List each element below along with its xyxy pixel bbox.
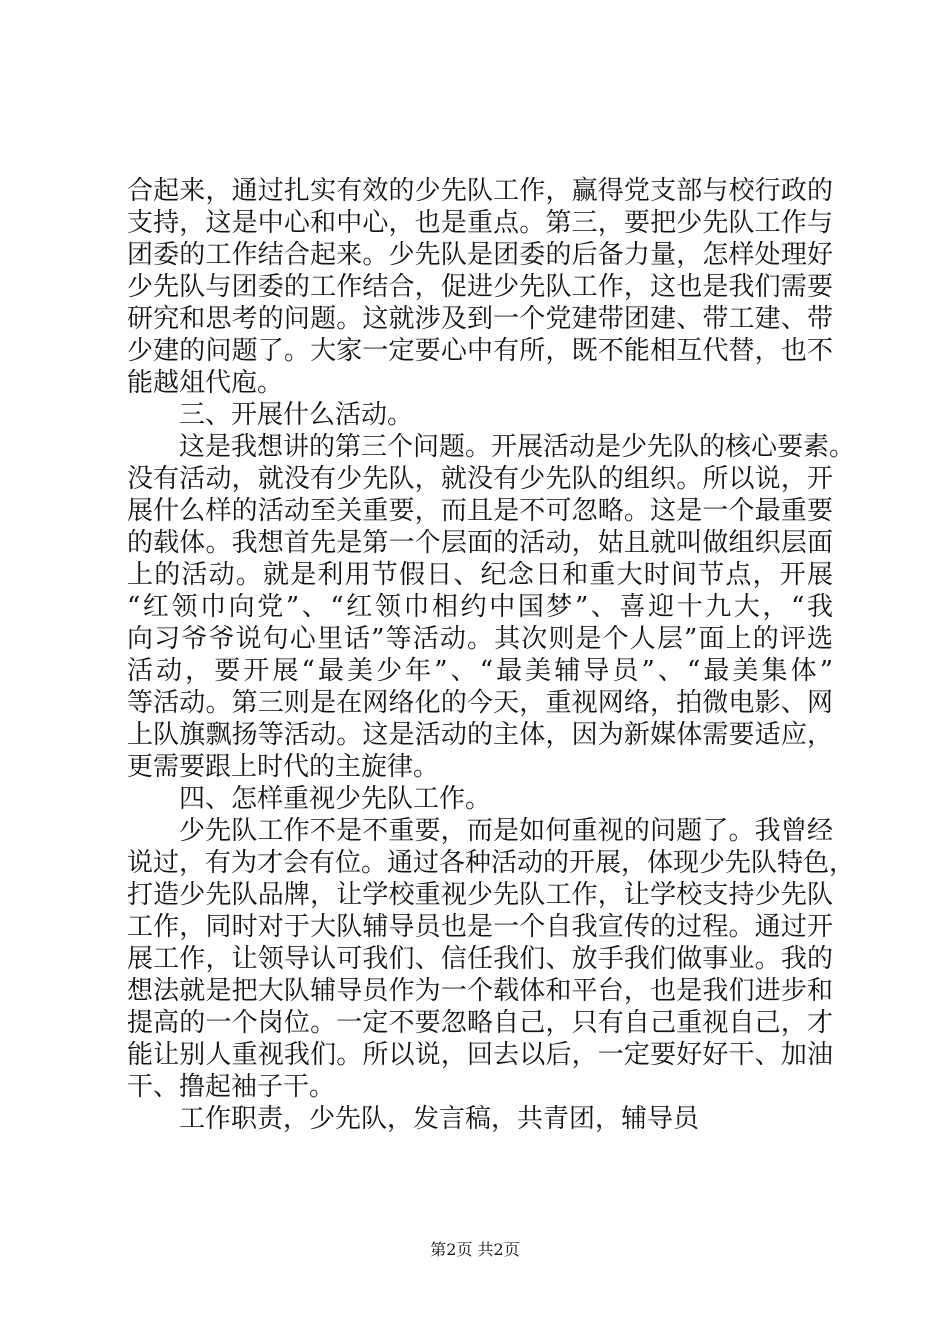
text-line: 少先队与团委的工作结合，促进少先队工作，这也是我们需要 [127,272,833,302]
document-body [127,175,856,1135]
text-line: 团委的工作结合起来。少先队是团委的后备力量，怎样处理好 [127,240,833,270]
section-heading: 四、怎样重视少先队工作。 [179,784,492,814]
text-line: 等活动。第三则是在网络化的今天，重视网络，拍微电影、网 [127,688,833,718]
text-line: 少建的问题了。大家一定要心中有所，既不能相互代替，也不 [127,336,833,366]
text-line: 这是我想讲的第三个问题。开展活动是少先队的核心要素。 [179,432,856,462]
text-line: 打造少先队品牌，让学校重视少先队工作，让学校支持少先队 [127,880,833,910]
text-line: 上队旗飘扬等活动。这是活动的主体，因为新媒体需要适应， [127,720,833,750]
text-line: 活动，要开展“最美少年”、“最美辅导员”、“最美集体” [127,656,833,686]
text-line: 能让别人重视我们。所以说，回去以后，一定要好好干、加油 [127,1040,833,1070]
text-line: 没有活动，就没有少先队，就没有少先队的组织。所以说，开 [127,464,833,494]
page-number-footer: 第2页 共2页 [430,1240,520,1259]
text-line: 更需要跟上时代的主旋律。 [127,752,440,782]
text-line: 上的活动。就是利用节假日、纪念日和重大时间节点，开展 [127,560,833,590]
text-line: “红领巾向党”、“红领巾相约中国梦”、喜迎十九大，“我 [127,592,833,622]
text-line: 说过，有为才会有位。通过各种活动的开展，体现少先队特色， [127,848,856,878]
text-line: 研究和思考的问题。这就涉及到一个党建带团建、带工建、带 [127,304,833,334]
text-line: 展工作，让领导认可我们、信任我们、放手我们做事业。我的 [127,944,833,974]
text-line: 想法就是把大队辅导员作为一个载体和平台，也是我们进步和 [127,976,833,1006]
keywords-line: 工作职责，少先队，发言稿，共青团，辅导员 [179,1104,700,1134]
text-line: 向习爷爷说句心里话”等活动。其次则是个人层”面上的评选 [127,624,833,654]
text-line: 干、撸起袖子干。 [127,1072,336,1102]
text-line: 提高的一个岗位。一定不要忽略自己，只有自己重视自己，才 [127,1008,833,1038]
text-line: 合起来，通过扎实有效的少先队工作，赢得党支部与校行政的 [127,176,833,206]
text-line: 的载体。我想首先是第一个层面的活动，姑且就叫做组织层面 [127,528,833,558]
text-line: 能越俎代庖。 [127,368,284,398]
text-line: 工作，同时对于大队辅导员也是一个自我宣传的过程。通过开 [127,912,833,942]
text-line: 支持，这是中心和中心，也是重点。第三，要把少先队工作与 [127,208,833,238]
text-line: 展什么样的活动至关重要，而且是不可忽略。这是一个最重要 [127,496,833,526]
text-line: 少先队工作不是不重要，而是如何重视的问题了。我曾经 [179,816,833,846]
section-heading: 三、开展什么活动。 [179,400,414,430]
